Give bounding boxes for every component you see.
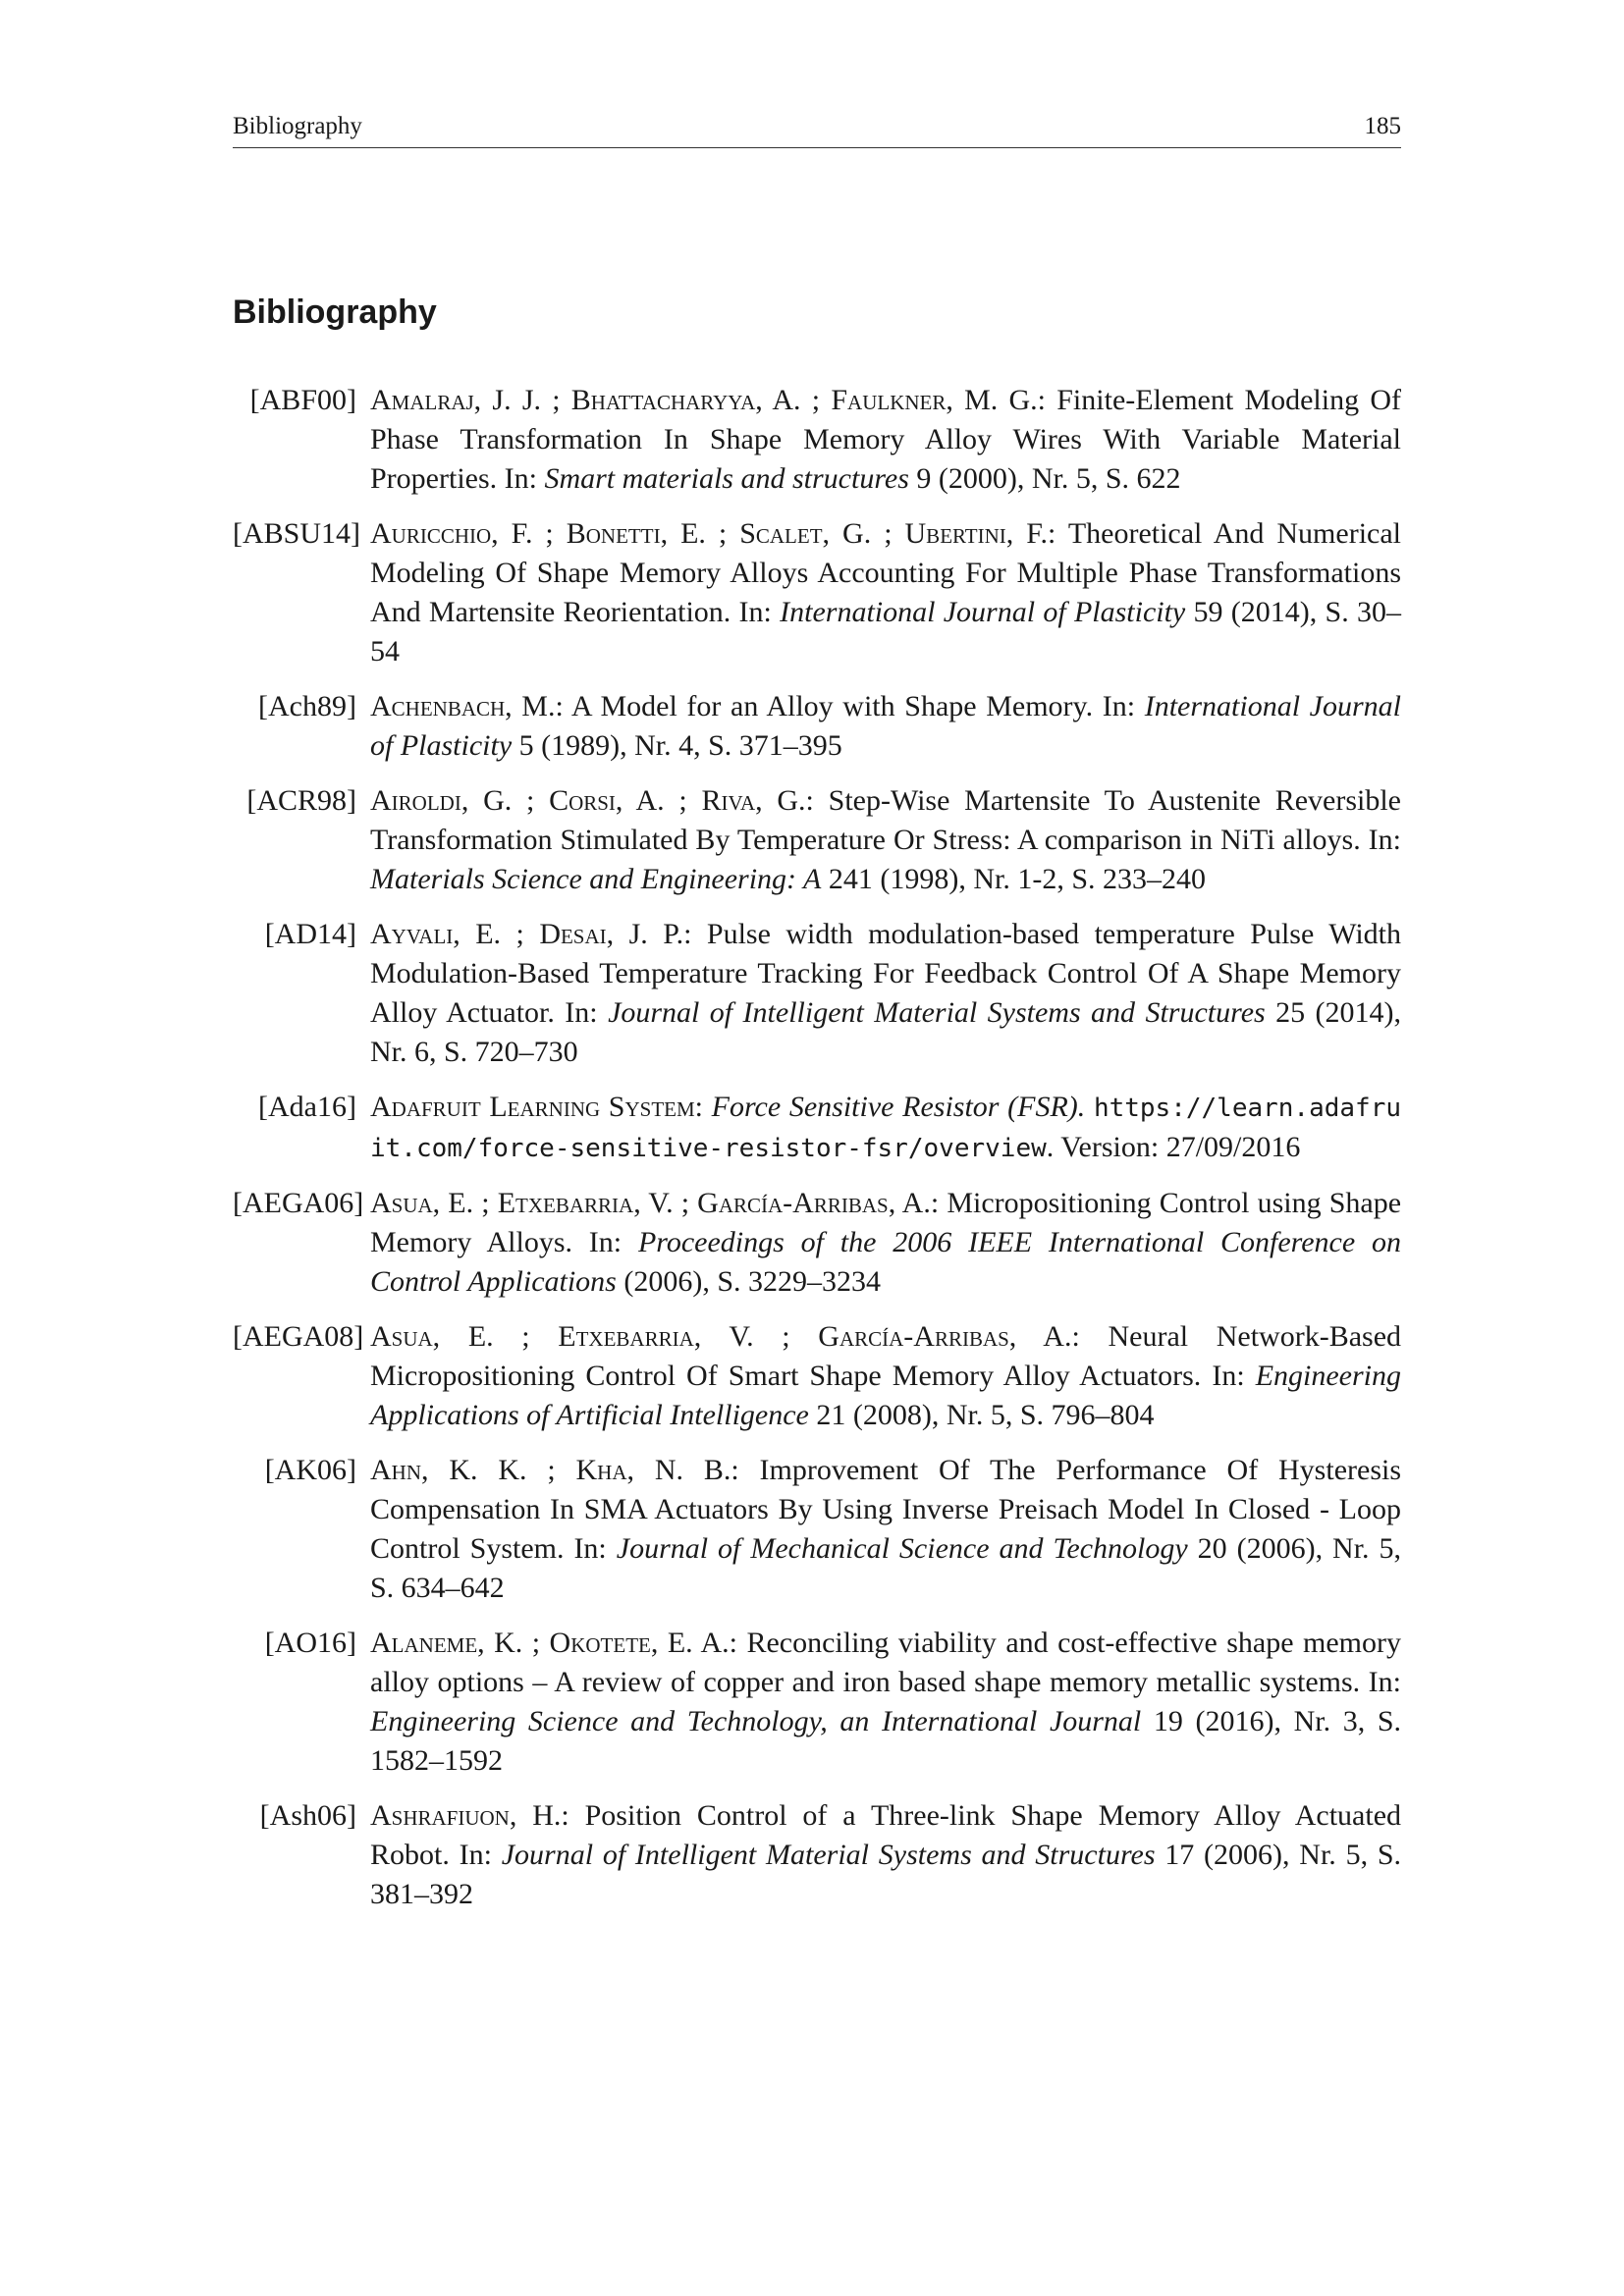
bib-journal: Journal of Intelligent Material Systems and Structures	[501, 1839, 1156, 1871]
bib-title: Neural Network-Based Micropositioning Control Of Smart Shape Memory Alloy Actuators. In:	[370, 1320, 1402, 1392]
bib-text	[370, 687, 1401, 766]
bib-text	[370, 381, 1401, 499]
bib-key: [AEGA08]	[233, 1320, 364, 1353]
bib-details: 59 (2014), S. 30–54	[370, 596, 1402, 667]
bib-title: Reconciling viability and cost-effective shape memory alloy options – A review of copper and iron based shape memory metallic systems. In:	[370, 1627, 1402, 1698]
bib-details: 21 (2008), Nr. 5, S. 796–804	[816, 1399, 1155, 1431]
bib-entry	[233, 781, 1401, 899]
bib-key: [AD14]	[264, 918, 356, 950]
bib-key: [Ach89]	[258, 690, 356, 722]
bib-journal: Journal of Mechanical Science and Technology	[616, 1532, 1188, 1565]
bib-authors: Ayvali, E. ; Desai, J. P.:	[370, 918, 692, 950]
bibliography-list	[233, 381, 1401, 1930]
bib-details: 9 (2000), Nr. 5, S. 622	[916, 462, 1181, 495]
bib-key: [ABSU14]	[233, 517, 361, 550]
bib-title: Position Control of a Three-link Shape Memory Alloy Actuated Robot. In:	[370, 1799, 1402, 1871]
bib-entry	[233, 915, 1401, 1072]
bib-title: Theoretical And Numerical Modeling Of Shape Memory Alloys Accounting For Multiple Phase Transformations And Martensite Reorientation. In:	[370, 517, 1401, 628]
bib-url[interactable]: https://learn.adafruit.com/force-sensitive-resistor-fsr/overview	[370, 1094, 1402, 1163]
bib-text	[370, 1451, 1401, 1608]
bib-details: 5 (1989), Nr. 4, S. 371–395	[518, 729, 842, 762]
bib-entry	[233, 1796, 1401, 1914]
bib-title: Finite-Element Modeling Of Phase Transformation In Shape Memory Alloy Wires With Variable Material Properties. In:	[370, 384, 1401, 495]
bib-text	[370, 514, 1401, 671]
bib-details: 25 (2014), Nr. 6, S. 720–730	[370, 996, 1402, 1068]
bib-authors: Asua, E. ; Etxebarria, V. ; García-Arribas, A.:	[370, 1320, 1080, 1353]
bib-text	[370, 1317, 1401, 1435]
bib-title: A Model for an Alloy with Shape Memory. In:	[570, 690, 1136, 722]
bib-entry	[233, 1088, 1401, 1168]
bib-key: [ACR98]	[246, 784, 356, 817]
bib-entry	[233, 514, 1401, 671]
bib-journal: Force Sensitive Resistor (FSR).	[711, 1091, 1086, 1123]
bib-key: [AO16]	[264, 1627, 356, 1659]
bib-entry	[233, 687, 1401, 766]
bib-title: Step-Wise Martensite To Austenite Reversible Transformation Stimulated By Temperature Or Stress: A comparison in NiTi alloys. In:	[370, 784, 1401, 856]
bib-journal: International Journal of Plasticity	[780, 596, 1186, 628]
running-header-title: Bibliography	[233, 113, 362, 139]
bib-entry	[233, 381, 1401, 499]
bib-journal: Materials Science and Engineering: A	[370, 863, 822, 895]
bib-details: 19 (2016), Nr. 3, S. 1582–1592	[370, 1705, 1401, 1777]
bib-authors: Asua, E. ; Etxebarria, V. ; García-Arribas, A.:	[370, 1187, 940, 1219]
bib-text	[370, 1624, 1401, 1781]
bib-authors: Alaneme, K. ; Okotete, E. A.:	[370, 1627, 737, 1659]
bib-text	[370, 1184, 1401, 1302]
bib-key: [AK06]	[264, 1454, 356, 1486]
bib-title: Micropositioning Control using Shape Memory Alloys. In:	[370, 1187, 1402, 1258]
bib-text	[370, 915, 1401, 1072]
bib-entry	[233, 1317, 1401, 1435]
bib-details: 17 (2006), Nr. 5, S. 381–392	[370, 1839, 1402, 1910]
running-header	[233, 110, 1401, 148]
bib-details: (2006), S. 3229–3234	[623, 1265, 882, 1298]
bib-title: Pulse width modulation-based temperature Pulse Width Modulation-Based Temperature Tracking For Feedback Control Of A Shape Memory Alloy Actuator. In:	[370, 918, 1402, 1029]
bib-entry	[233, 1451, 1401, 1608]
page-number: 185	[1364, 113, 1401, 139]
bib-key: [AEGA06]	[233, 1187, 364, 1219]
bib-key: [ABF00]	[249, 384, 356, 416]
bib-authors: Airoldi, G. ; Corsi, A. ; Riva, G.:	[370, 784, 814, 817]
bib-text	[370, 781, 1401, 899]
bib-authors: Ashrafiuon, H.:	[370, 1799, 569, 1832]
section-title: Bibliography	[233, 294, 437, 331]
bib-details: 241 (1998), Nr. 1-2, S. 233–240	[828, 863, 1206, 895]
bib-journal: Journal of Intelligent Material Systems and Structures	[608, 996, 1266, 1029]
bib-authors: Auricchio, F. ; Bonetti, E. ; Scalet, G. ; Ubertini, F.:	[370, 517, 1056, 550]
bib-text	[370, 1796, 1401, 1914]
bib-journal: Engineering Applications of Artificial Intelligence	[370, 1360, 1401, 1431]
bib-journal: Engineering Science and Technology, an International Journal	[370, 1705, 1142, 1737]
bib-journal: Proceedings of the 2006 IEEE International Conference on Control Applications	[370, 1226, 1401, 1298]
bib-journal: Smart materials and structures	[544, 462, 909, 495]
bib-text	[370, 1088, 1401, 1168]
bib-journal: International Journal of Plasticity	[370, 690, 1401, 762]
bib-title: Improvement Of The Performance Of Hysteresis Compensation In SMA Actuators By Using Inverse Preisach Model In Closed - Loop Control System. In:	[370, 1454, 1401, 1565]
bib-entry	[233, 1184, 1401, 1302]
bib-authors: Amalraj, J. J. ; Bhattacharyya, A. ; Faulkner, M. G.:	[370, 384, 1047, 416]
bib-key: [Ash06]	[259, 1799, 356, 1832]
bib-details: 20 (2006), Nr. 5, S. 634–642	[370, 1532, 1402, 1604]
bib-details: . Version: 27/09/2016	[1046, 1131, 1301, 1163]
bib-authors: Ahn, K. K. ; Kha, N. B.:	[370, 1454, 739, 1486]
bib-key: [Ada16]	[258, 1091, 356, 1123]
bib-authors: Adafruit Learning System:	[370, 1091, 703, 1123]
bib-entry	[233, 1624, 1401, 1781]
bib-authors: Achenbach, M.:	[370, 690, 564, 722]
